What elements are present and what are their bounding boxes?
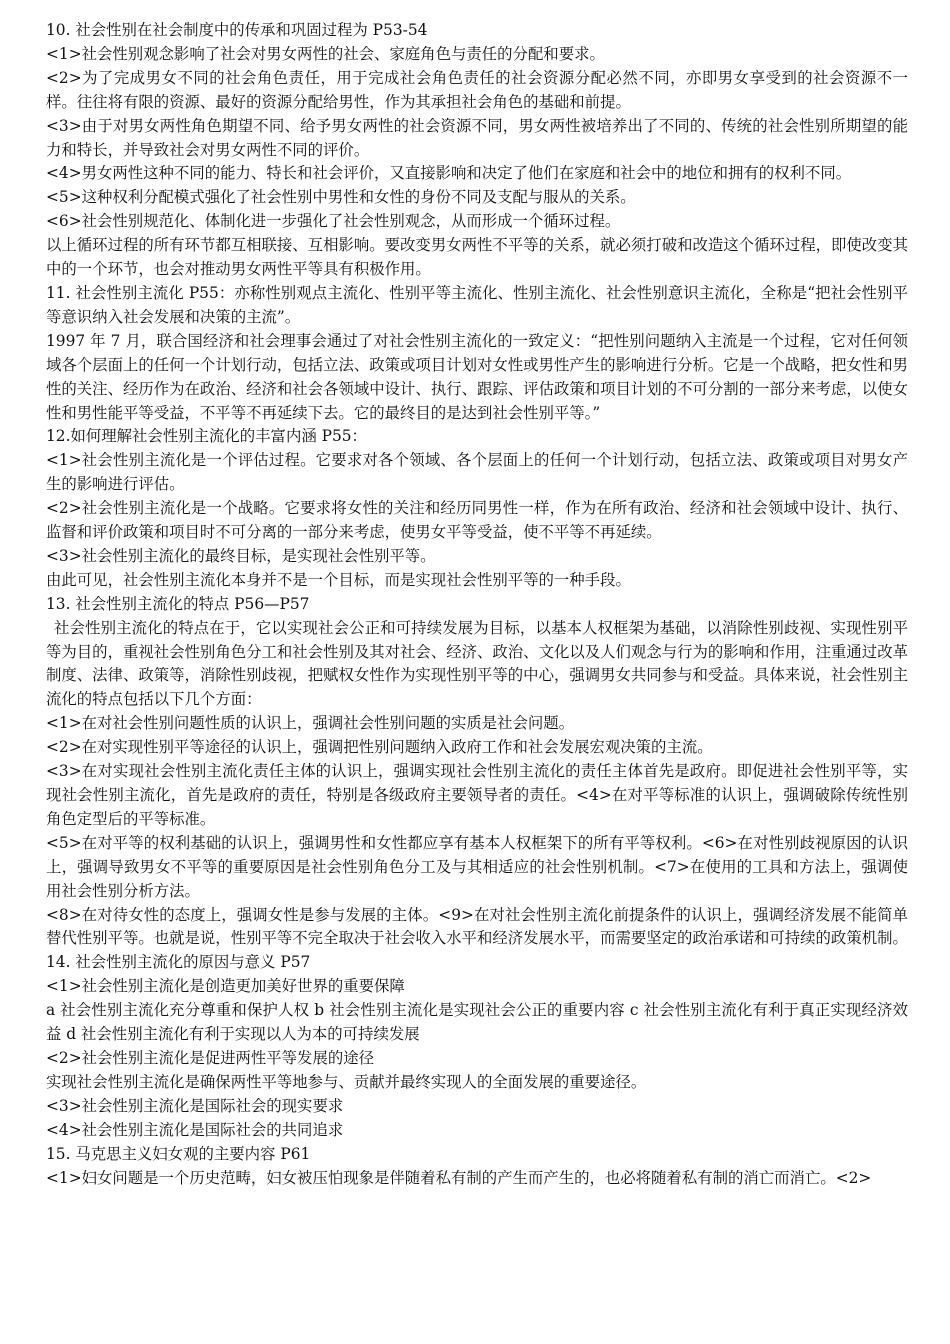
- paragraph: 实现社会性别主流化是确保两性平等地参与、贡献并最终实现人的全面发展的重要途径。: [46, 1072, 647, 1091]
- paragraph: 由此可见，社会性别主流化本身并不是一个目标，而是实现社会性别平等的一种手段。: [46, 570, 631, 589]
- paragraph: <2>在对实现性别平等途径的认识上，强调把性别问题纳入政府工作和社会发展宏观决策的主流。: [46, 738, 713, 757]
- paragraph: <4>社会性别主流化是国际社会的共同追求: [46, 1120, 344, 1139]
- paragraph: <2>为了完成男女不同的社会角色责任，用于完成社会角色责任的社会资源分配必然不同，亦即男女享受到的社会资源不一样。往往将有限的资源、最好的资源分配给男性，作为其承担社会角色的基础和前提。: [46, 68, 908, 111]
- paragraph: <3>由于对男女两性角色期望不同、给予男女两性的社会资源不同，男女两性被培养出了不同的、传统的社会性别所期望的能力和特长，并导致社会对男女两性不同的评价。: [46, 116, 908, 159]
- section-heading: 15. 马克思主义妇女观的主要内容 P61: [46, 1144, 311, 1163]
- paragraph: a 社会性别主流化充分尊重和保护人权 b 社会性别主流化是实现社会公正的重要内容 c 社会性别主流化有利于真正实现经济效益 d 社会性别主流化有利于实现以人为本的可持续发展: [46, 1001, 908, 1044]
- paragraph: <1>妇女问题是一个历史范畴，妇女被压怕现象是伴随着私有制的产生而产生的，也必将随着私有制的消亡而消亡。<2>: [46, 1168, 872, 1187]
- section-heading: 10. 社会性别在社会制度中的传承和巩固过程为 P53-54: [46, 21, 428, 39]
- paragraph: 以上循环过程的所有环节都互相联接、互相影响。要改变男女两性不平等的关系，就必须打破和改造这个循环过程，即使改变其中的一个环节，也会对推动男女两性平等具有积极作用。: [46, 236, 908, 279]
- paragraph: <4>男女两性这种不同的能力、特长和社会评价，又直接影响和决定了他们在家庭和社会中的地位和拥有的权利不同。: [46, 164, 852, 183]
- paragraph: <1>社会性别主流化是创造更加美好世界的重要保障: [46, 977, 405, 996]
- paragraph: <3>社会性别主流化是国际社会的现实要求: [46, 1096, 344, 1115]
- paragraph: <2>社会性别主流化是一个战略。它要求将女性的关注和经历同男性一样，作为在所有政治、经济和社会领域中设计、执行、监督和评价政策和项目时不可分离的一部分来考虑，使男女平等受益，使不平等不再延续。: [46, 499, 908, 542]
- paragraph: <1>在对社会性别问题性质的认识上，强调社会性别问题的实质是社会问题。: [46, 714, 575, 733]
- paragraph: <6>社会性别规范化、体制化进一步强化了社会性别观念，从而形成一个循环过程。: [46, 212, 621, 231]
- section-heading: 11. 社会性别主流化 P55：亦称性别观点主流化、性别平等主流化、性别主流化、社会性别意识主流化，全称是“把社会性别平等意识纳入社会发展和决策的主流”。: [46, 283, 908, 326]
- paragraph: 1997 年 7 月，联合国经济和社会理事会通过了对社会性别主流化的一致定义：“把性别问题纳入主流是一个过程，它对任何领域各个层面上的任何一个计划行动，包括立法、政策或项目计划对女性或男性产生的影响进行分析。它是一个战略，把女性和男性的关注、经历作为在政治、经济和社会各领域中设计、执行、跟踪、评估政策和项目计划的不可分割的一部分来考虑，以使女性和男性能平等受益，不平等不再延续下去。它的最终目的是达到社会性别平等。”: [46, 331, 908, 422]
- paragraph: <3>在对实现社会性别主流化责任主体的认识上，强调实现社会性别主流化的责任主体首先是政府。即促进社会性别平等，实现社会性别主流化，首先是政府的责任，特别是各级政府主要领导者的责任。<4>在对平等标准的认识上，强调破除传统性别角色定型后的平等标准。: [46, 762, 908, 828]
- paragraph: <1>社会性别观念影响了社会对男女两性的社会、家庭角色与责任的分配和要求。: [46, 44, 605, 63]
- paragraph: 社会性别主流化的特点在于，它以实现社会公正和可持续发展为目标，以基本人权框架为基础，以消除性别歧视、实现性别平等为目的，重视社会性别角色分工和社会性别及其对社会、经济、政治、文化以及人们观念与行为的影响和作用，注重通过改革制度、法律、政策等，消除性别歧视，把赋权女性作为实现性别平等的中心，强调男女共同参与和受益。具体来说，社会性别主流化的特点包括以下几个方面：: [46, 618, 908, 709]
- section-heading: 14. 社会性别主流化的原因与意义 P57: [46, 953, 311, 972]
- paragraph: <2>社会性别主流化是促进两性平等发展的途径: [46, 1048, 375, 1067]
- paragraph: <1>社会性别主流化是一个评估过程。它要求对各个领域、各个层面上的任何一个计划行动，包括立法、政策或项目对男女产生的影响进行评估。: [46, 451, 908, 494]
- paragraph: <8>在对待女性的态度上，强调女性是参与发展的主体。<9>在对社会性别主流化前提条件的认识上，强调经济发展不能简单替代性别平等。也就是说，性别平等不完全取决于社会收入水平和经济发展水平，而需要坚定的政治承诺和可持续的政策机制。: [46, 905, 908, 948]
- section-heading: 13. 社会性别主流化的特点 P56—P57: [46, 594, 310, 613]
- paragraph: <5>这种权利分配模式强化了社会性别中男性和女性的身份不同及支配与服从的关系。: [46, 188, 636, 207]
- document-body: [46, 19, 908, 1190]
- section-heading: 12.如何理解社会性别主流化的丰富内涵 P55：: [46, 427, 367, 446]
- paragraph: <5>在对平等的权利基础的认识上，强调男性和女性都应享有基本人权框架下的所有平等权利。<6>在对性别歧视原因的认识上，强调导致男女不平等的重要原因是社会性别角色分工及与其相适应的社会性别机制。<7>在使用的工具和方法上，强调使用社会性别分析方法。: [46, 833, 908, 900]
- paragraph: <3>社会性别主流化的最终目标，是实现社会性别平等。: [46, 546, 436, 565]
